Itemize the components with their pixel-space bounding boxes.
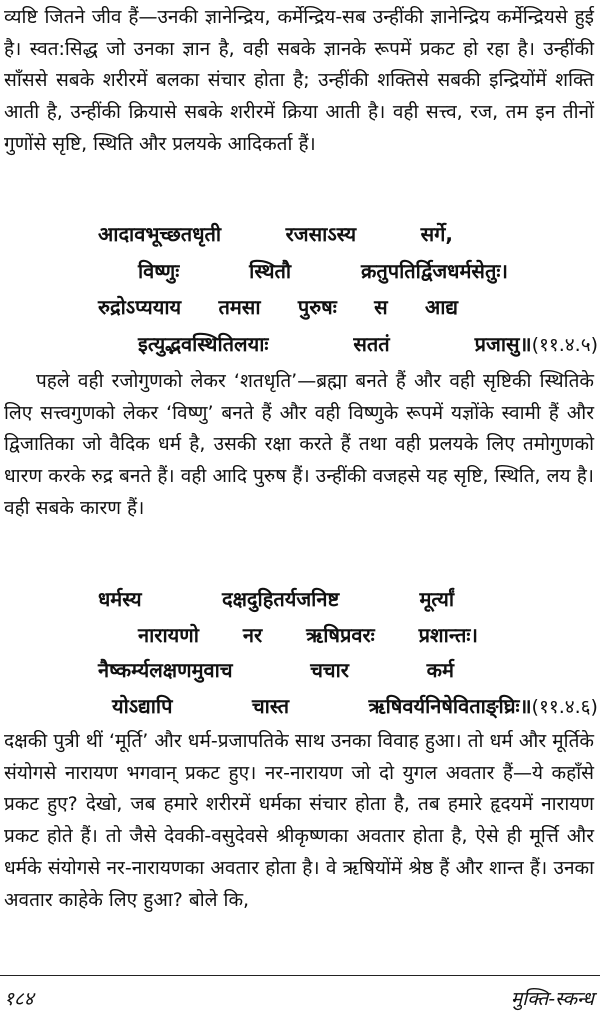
verse-word: सततं — [353, 332, 390, 356]
verse-2-line-2 — [138, 621, 478, 648]
verse-1-line-2 — [138, 257, 508, 284]
verse-word: दक्षदुहितर्यजनिष्ट — [221, 587, 340, 611]
verse-word: स्थितौ — [249, 259, 292, 283]
verse-word: आद्य — [424, 295, 458, 319]
verse-word: नैष्कर्म्यलक्षणमुवाच — [98, 658, 233, 682]
verse-2-line-4 — [112, 692, 598, 719]
verse-word: आदावभूच्छतधृती — [98, 222, 222, 246]
verse-word: विष्णुः — [138, 259, 180, 283]
verse-word: क्रतुपतिर्द्विजधर्मसेतुः। — [360, 259, 508, 283]
running-title: मुक्ति-स्कन्ध — [510, 988, 594, 1010]
verse-1-line-3 — [98, 293, 458, 320]
verse-reference: (११.४.६) — [531, 696, 598, 718]
verse-word: इत्युद्भवस्थितिलयाः — [138, 332, 269, 356]
paragraph-2: पहले वही रजोगुणको लेकर ‘शतधृति’—ब्रह्मा बनते हैं और वही सृष्टिकी स्थितिके लिए सत्त्वगुणको लेकर ‘विष्णु’ बनते हैं और वही विष्णुके रूपमें यज्ञोंके स्वामी हैं और द्विजातिका जो वैदिक धर्म है, उसकी रक्षा करते हैं तथा वही प्रलयके लिए तमोगुणको धारण करके रुद्र बनते हैं। वही आदि पुरुष हैं। उन्हींकी वजहसे यह सृष्टि, स्थिति, लय है। वही सबके कारण हैं। — [4, 370, 594, 519]
verse-word: रुद्रोऽप्ययाय — [98, 295, 182, 319]
paragraph-1: व्यष्टि जितने जीव हैं—उनकी ज्ञानेन्द्रिय, कर्मेन्द्रिय-सब उन्हींकी ज्ञानेन्द्रिय कर्मेन्द्रियसे हुई है। स्वत:सिद्ध जो उनका ज्ञान है, वही सबके ज्ञानके रूपमें प्रकट हो रहा है। उन्हींकी साँससे सबके शरीरमें बलका संचार होता है; उन्हींकी शक्तिसे सबकी इन्द्रियोंमें शक्ति आती है, उन्हींकी क्रियासे सबके शरीरमें क्रिया आती है। वही सत्त्व, रज, तम इन तीनों गुणोंसे सृष्टि, स्थिति और प्रलयके आदिकर्ता हैं। — [4, 6, 594, 155]
verse-word — [369, 692, 598, 719]
verse-word: मूर्त्यां — [419, 587, 454, 611]
paragraph-3: दक्षकी पुत्री थीं ‘मूर्ति’ और धर्म-प्रजापतिके साथ उनका विवाह हुआ। तो धर्म और मूर्तिके संयोगसे नारायण भगवान् प्रकट हुए। नर-नारायण जो दो युगल अवतार हैं—ये कहाँसे प्रकट हुए? देखो, जब हमारे शरीरमें धर्मका संचार होता है, तब हमारे हृदयमें नारायण प्रकट होते हैं। तो जैसे देवकी-वसुदेवसे श्रीकृष्णका अवतार होता है, ऐसे ही मूर्त्ति और धर्मके संयोगसे नर-नारायणका अवतार होता है। वे ऋषियोंमें श्रेष्ठ हैं और शान्त हैं। उनका अवतार काहेके लिए हुआ? बोले कि, — [4, 730, 594, 911]
page-number: १८४ — [4, 988, 34, 1010]
verse-word: ऋषिप्रवरः — [306, 623, 375, 647]
verse-word: तमसा — [218, 295, 261, 319]
verse-reference: (११.४.५) — [531, 334, 598, 356]
verse-word: चास्त — [251, 694, 290, 718]
verse-word-text: ऋषिवर्यनिषेविताङ्घ्रिः॥ — [368, 694, 532, 718]
verse-word: रजसाऽस्य — [285, 222, 357, 246]
verse-2-line-1 — [98, 585, 454, 612]
verse-1-line-4 — [138, 330, 598, 357]
verse-word: कर्म — [426, 658, 454, 682]
verse-2-line-3 — [98, 656, 454, 683]
verse-word: पुरुषः — [297, 295, 337, 319]
verse-word: नारायणो — [138, 623, 199, 647]
verse-word: प्रशान्तः। — [418, 623, 478, 647]
verse-word: स — [374, 295, 388, 319]
verse-word: सर्गे, — [420, 222, 453, 246]
verse-word: योऽद्यापि — [112, 694, 173, 718]
verse-word — [475, 330, 598, 357]
verse-1-line-1 — [98, 220, 453, 247]
verse-word: नर — [242, 623, 263, 647]
footer-rule — [0, 975, 600, 976]
verse-word: धर्मस्य — [98, 587, 142, 611]
verse-word-text: प्रजासु॥ — [474, 332, 532, 356]
verse-word: चचार — [310, 658, 349, 682]
